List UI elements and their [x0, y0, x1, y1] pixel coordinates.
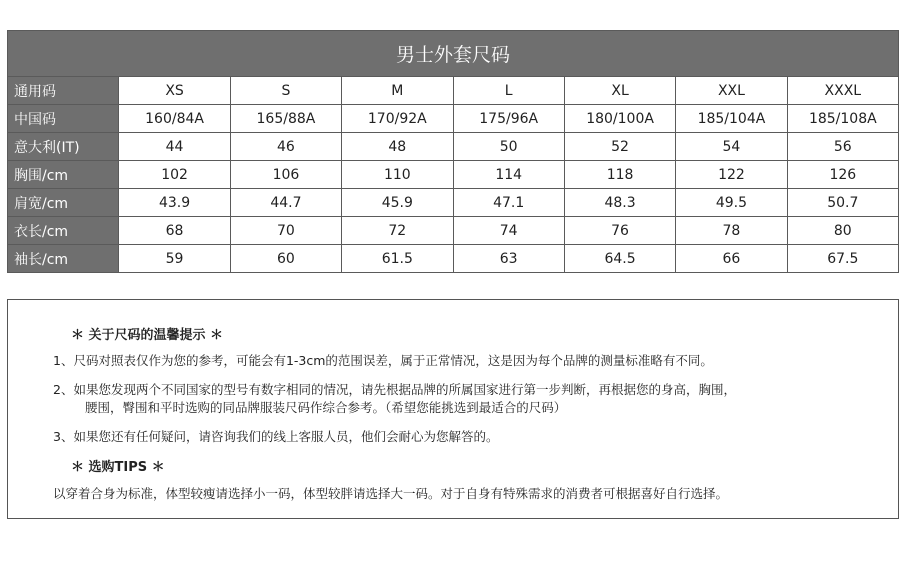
- table-row: [8, 245, 899, 273]
- table-cell: 66: [676, 245, 787, 273]
- table-row: [8, 189, 899, 217]
- table-cell: L: [453, 77, 564, 105]
- table-cell: 52: [564, 133, 675, 161]
- table-cell: 180/100A: [564, 105, 675, 133]
- tip-item-2-line-2: 腰围，臀围和平时选购的同品牌服装尺码作综合参考。（希望您能挑选到最适合的尺码）: [85, 400, 567, 415]
- table-cell: 45.9: [342, 189, 453, 217]
- tip-item-3: 3、如果您还有任何疑问，请咨询我们的线上客服人员，他们会耐心为您解答的。: [53, 429, 499, 444]
- tip-advice: 以穿着合身为标准，体型较瘦请选择小一码，体型较胖请选择大一码。对于自身有特殊需求的消费者可根据喜好自行选择。: [53, 486, 729, 501]
- table-cell: 47.1: [453, 189, 564, 217]
- row-label: 通用码: [8, 77, 119, 105]
- size-chart-table: [7, 30, 899, 273]
- table-cell: M: [342, 77, 453, 105]
- table-cell: 43.9: [119, 189, 230, 217]
- table-cell: 56: [787, 133, 898, 161]
- table-cell: 46: [230, 133, 341, 161]
- table-cell: XL: [564, 77, 675, 105]
- table-body: [8, 77, 899, 273]
- table-row: [8, 133, 899, 161]
- table-cell: 59: [119, 245, 230, 273]
- tip-item-2-line-1: 2、如果您发现两个不同国家的型号有数字相同的情况，请先根据品牌的所属国家进行第一步判断，再根据您的身高，胸围，: [53, 382, 736, 397]
- table-cell: 74: [453, 217, 564, 245]
- tip-item-1: 1、尺码对照表仅作为您的参考，可能会有1-3cm的范围误差，属于正常情况，这是因为每个品牌的测量标准略有不同。: [53, 353, 713, 368]
- table-cell: 44.7: [230, 189, 341, 217]
- row-label: 意大利(IT): [8, 133, 119, 161]
- table-cell: 49.5: [676, 189, 787, 217]
- table-cell: 64.5: [564, 245, 675, 273]
- table-cell: 72: [342, 217, 453, 245]
- row-label: 袖长/cm: [8, 245, 119, 273]
- table-row: [8, 161, 899, 189]
- table-row: [8, 217, 899, 245]
- table-cell: 106: [230, 161, 341, 189]
- tips-panel: [7, 299, 899, 519]
- table-cell: 67.5: [787, 245, 898, 273]
- table-cell: 185/104A: [676, 105, 787, 133]
- table-cell: S: [230, 77, 341, 105]
- table-cell: 68: [119, 217, 230, 245]
- table-cell: 78: [676, 217, 787, 245]
- row-label: 中国码: [8, 105, 119, 133]
- row-label: 肩宽/cm: [8, 189, 119, 217]
- table-cell: 122: [676, 161, 787, 189]
- table-cell: 114: [453, 161, 564, 189]
- row-label: 衣长/cm: [8, 217, 119, 245]
- table-row: [8, 105, 899, 133]
- tips-heading-2: ＊ 选购TIPS ＊: [71, 460, 165, 475]
- table-cell: 50: [453, 133, 564, 161]
- table-title: 男士外套尺码: [8, 31, 899, 77]
- table-cell: 185/108A: [787, 105, 898, 133]
- table-cell: 70: [230, 217, 341, 245]
- table-cell: 63: [453, 245, 564, 273]
- table-cell: 50.7: [787, 189, 898, 217]
- table-cell: 61.5: [342, 245, 453, 273]
- table-cell: 165/88A: [230, 105, 341, 133]
- table-cell: XXL: [676, 77, 787, 105]
- table-cell: 44: [119, 133, 230, 161]
- table-cell: 126: [787, 161, 898, 189]
- table-cell: 60: [230, 245, 341, 273]
- table-cell: 160/84A: [119, 105, 230, 133]
- table-cell: 76: [564, 217, 675, 245]
- table-row: [8, 77, 899, 105]
- table-cell: 48: [342, 133, 453, 161]
- table-cell: 54: [676, 133, 787, 161]
- table-cell: 118: [564, 161, 675, 189]
- table-cell: XXXL: [787, 77, 898, 105]
- row-label: 胸围/cm: [8, 161, 119, 189]
- table-cell: 80: [787, 217, 898, 245]
- table-cell: 175/96A: [453, 105, 564, 133]
- table-title-row: [8, 31, 899, 77]
- table-cell: 48.3: [564, 189, 675, 217]
- tips-heading: ＊ 关于尺码的温馨提示 ＊: [71, 328, 224, 343]
- table-cell: XS: [119, 77, 230, 105]
- table-cell: 170/92A: [342, 105, 453, 133]
- table-cell: 102: [119, 161, 230, 189]
- table-cell: 110: [342, 161, 453, 189]
